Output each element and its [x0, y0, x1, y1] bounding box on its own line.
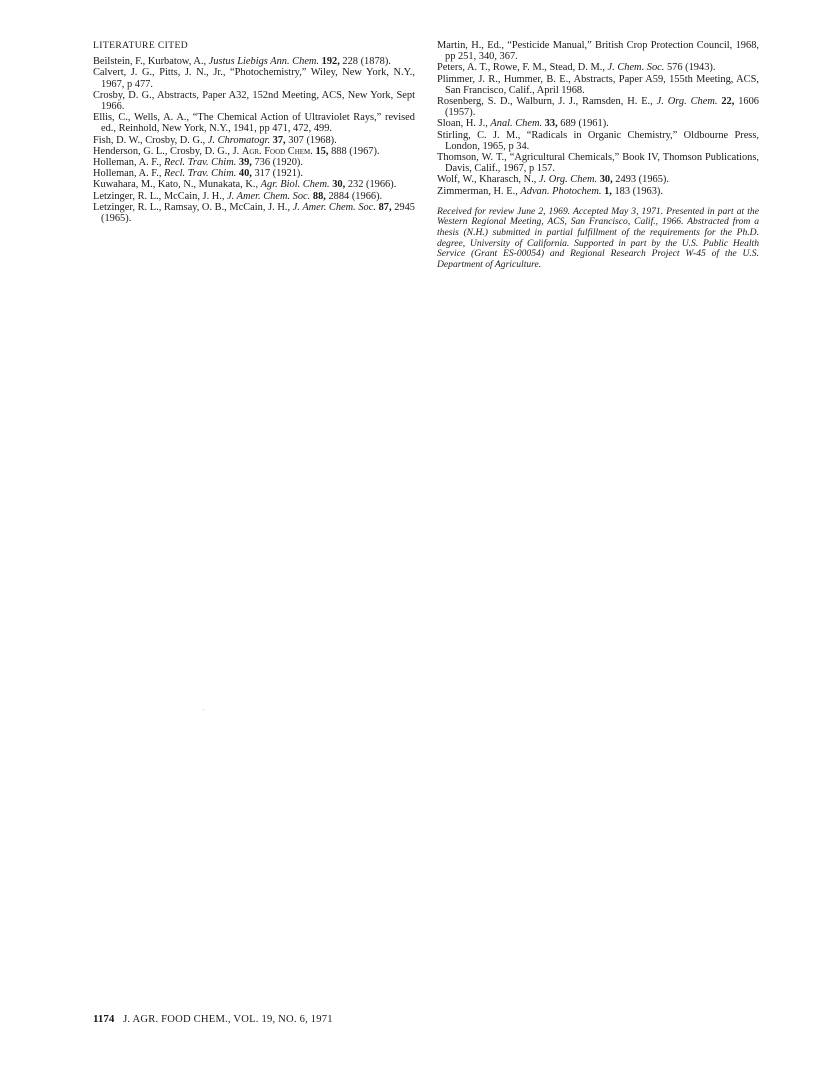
- reference-authors: Peters, A. T., Rowe, F. M., Stead, D. M.,: [437, 62, 608, 74]
- reference-authors: Letzinger, R. L., Ramsay, O. B., McCain, J. H.,: [93, 201, 293, 213]
- reference-journal: J. Amer. Chem. Soc.: [227, 190, 311, 202]
- reference-entry: [93, 135, 415, 146]
- reference-journal: Recl. Trav. Chim.: [164, 168, 237, 180]
- reference-list-right: [437, 40, 759, 197]
- reference-authors: Fish, D. W., Crosby, D. G.,: [93, 134, 208, 146]
- received-note: Received for review June 2, 1969. Accepted May 3, 1971. Presented in part at the Western Regional Meeting, ACS, San Francisco, Calif., 1966. Abstracted from a thesis (N.H.) submitted in partial fulfillment of the requirements for the Ph.D. degree, University of California. Supported in part by the U.S. Public Health Service (Grant ES-00054) and Regional Research Project W-45 of the U.S. Department of Agriculture.: [437, 205, 759, 270]
- reference-journal: J. Amer. Chem. Soc.: [292, 201, 376, 213]
- reference-entry: [93, 146, 415, 157]
- reference-authors: Plimmer, J. R., Hummer, B. E., Abstracts, Paper A59, 155th Meeting, ACS, San Francisco, Calif., April 1968.: [437, 73, 759, 96]
- reference-journal: Agr. Food Chem.: [241, 145, 313, 157]
- reference-journal: J. Chem. Soc.: [607, 62, 665, 74]
- reference-entry: [437, 96, 759, 118]
- page-footer: [93, 1013, 333, 1025]
- reference-authors: Stirling, C. J. M., “Radicals in Organic Chemistry,” Oldbourne Press, London, 1965, p 34.: [437, 129, 759, 152]
- reference-pages: 2493 (1965).: [612, 174, 669, 186]
- reference-entry: [437, 118, 759, 129]
- reference-journal: Justus Liebigs Ann. Chem.: [208, 56, 320, 68]
- reference-entry: [437, 74, 759, 96]
- reference-entry: [93, 67, 415, 89]
- reference-entry: [93, 112, 415, 134]
- reference-pages: 888 (1967).: [328, 145, 380, 157]
- reference-pages: 307 (1968).: [285, 134, 337, 146]
- reference-authors: Thomson, W. T., “Agricultural Chemicals,” Book IV, Thomson Publications, Davis, Calif., 1967, p 157.: [437, 152, 759, 175]
- reference-volume: 30,: [329, 179, 346, 191]
- reference-pages: 689 (1961).: [557, 118, 609, 130]
- reference-volume: 40,: [236, 168, 252, 180]
- reference-authors: Kuwahara, M., Kato, N., Munakata, K.,: [93, 179, 261, 191]
- reference-pages: 2945 (1965).: [101, 201, 415, 225]
- reference-authors: Ellis, C., Wells, A. A., “The Chemical Action of Ultraviolet Rays,” revised ed., Reinhold, New York, N.Y., 1941, pp 471, 472, 499.: [93, 112, 415, 135]
- reference-entry: [437, 62, 759, 73]
- reference-journal: Recl. Trav. Chim.: [164, 157, 237, 169]
- reference-pages: 736 (1920).: [251, 157, 303, 169]
- reference-authors: Zimmerman, H. E.,: [437, 185, 521, 197]
- left-column: [93, 40, 415, 224]
- reference-pages: 576 (1943).: [664, 62, 716, 74]
- reference-entry: [93, 168, 415, 179]
- reference-journal: Agr. Biol. Chem.: [260, 179, 330, 191]
- reference-entry: [437, 130, 759, 152]
- reference-journal: J. Org. Chem.: [656, 96, 718, 108]
- reference-entry: [437, 152, 759, 174]
- reference-entry: [93, 157, 415, 168]
- reference-authors: Holleman, A. F.,: [93, 168, 165, 180]
- reference-pages: 183 (1963).: [611, 185, 663, 197]
- reference-volume: 39,: [236, 157, 252, 169]
- reference-pages: 232 (1966).: [345, 179, 397, 191]
- reference-authors: Holleman, A. F.,: [93, 157, 165, 169]
- reference-pages: 228 (1878).: [339, 56, 391, 68]
- reference-entry: [93, 191, 415, 202]
- reference-authors: Beilstein, F., Kurbatow, A.,: [93, 56, 209, 68]
- reference-entry: [437, 186, 759, 197]
- reference-list-left: [93, 56, 415, 224]
- scan-speck: [203, 709, 204, 710]
- reference-authors: Henderson, G. L., Crosby, D. G., J.: [93, 145, 242, 157]
- reference-authors: Crosby, D. G., Abstracts, Paper A32, 152nd Meeting, ACS, New York, Sept 1966.: [93, 89, 415, 113]
- reference-pages: 1606 (1957).: [445, 96, 759, 119]
- right-column: [437, 40, 759, 270]
- reference-entry: [93, 179, 415, 190]
- reference-entry: [437, 40, 759, 62]
- reference-pages: 2884 (1966).: [325, 190, 383, 202]
- reference-entry: [93, 202, 415, 224]
- reference-volume: 192,: [319, 56, 340, 68]
- reference-volume: 88,: [310, 190, 326, 202]
- reference-pages: 317 (1921).: [251, 168, 303, 180]
- reference-authors: Letzinger, R. L., McCain, J. H.,: [93, 190, 228, 202]
- reference-authors: Wolf, W., Kharasch, N.,: [437, 174, 539, 186]
- section-heading: LITERATURE CITED: [93, 40, 189, 51]
- reference-authors: Martin, H., Ed., “Pesticide Manual,” British Crop Protection Council, 1968, pp 251, 340, 367.: [437, 40, 759, 63]
- reference-volume: 33,: [542, 118, 558, 130]
- reference-journal: J. Chromatogr.: [207, 134, 271, 146]
- reference-volume: 1,: [601, 185, 612, 197]
- page-number: 1174: [93, 1013, 115, 1025]
- reference-entry: [93, 90, 415, 112]
- reference-authors: Sloan, H. J.,: [437, 118, 491, 130]
- reference-volume: 37,: [270, 134, 286, 146]
- reference-authors: Calvert, J. G., Pitts, J. N., Jr., “Photochemistry,” Wiley, New York, N.Y., 1967, p 477.: [93, 67, 415, 90]
- journal-citation: J. AGR. FOOD CHEM., VOL. 19, NO. 6, 1971: [123, 1014, 333, 1025]
- reference-journal: Advan. Photochem.: [520, 185, 602, 197]
- reference-volume: 15,: [312, 145, 329, 157]
- reference-volume: 22,: [717, 96, 735, 108]
- reference-journal: J. Org. Chem.: [538, 174, 598, 186]
- reference-authors: Rosenberg, S. D., Walburn, J. J., Ramsden, H. E.,: [437, 96, 657, 108]
- reference-volume: 30,: [597, 174, 613, 186]
- reference-volume: 87,: [375, 201, 392, 213]
- reference-journal: Anal. Chem.: [490, 118, 543, 130]
- reference-entry: [437, 174, 759, 185]
- reference-entry: [93, 56, 415, 67]
